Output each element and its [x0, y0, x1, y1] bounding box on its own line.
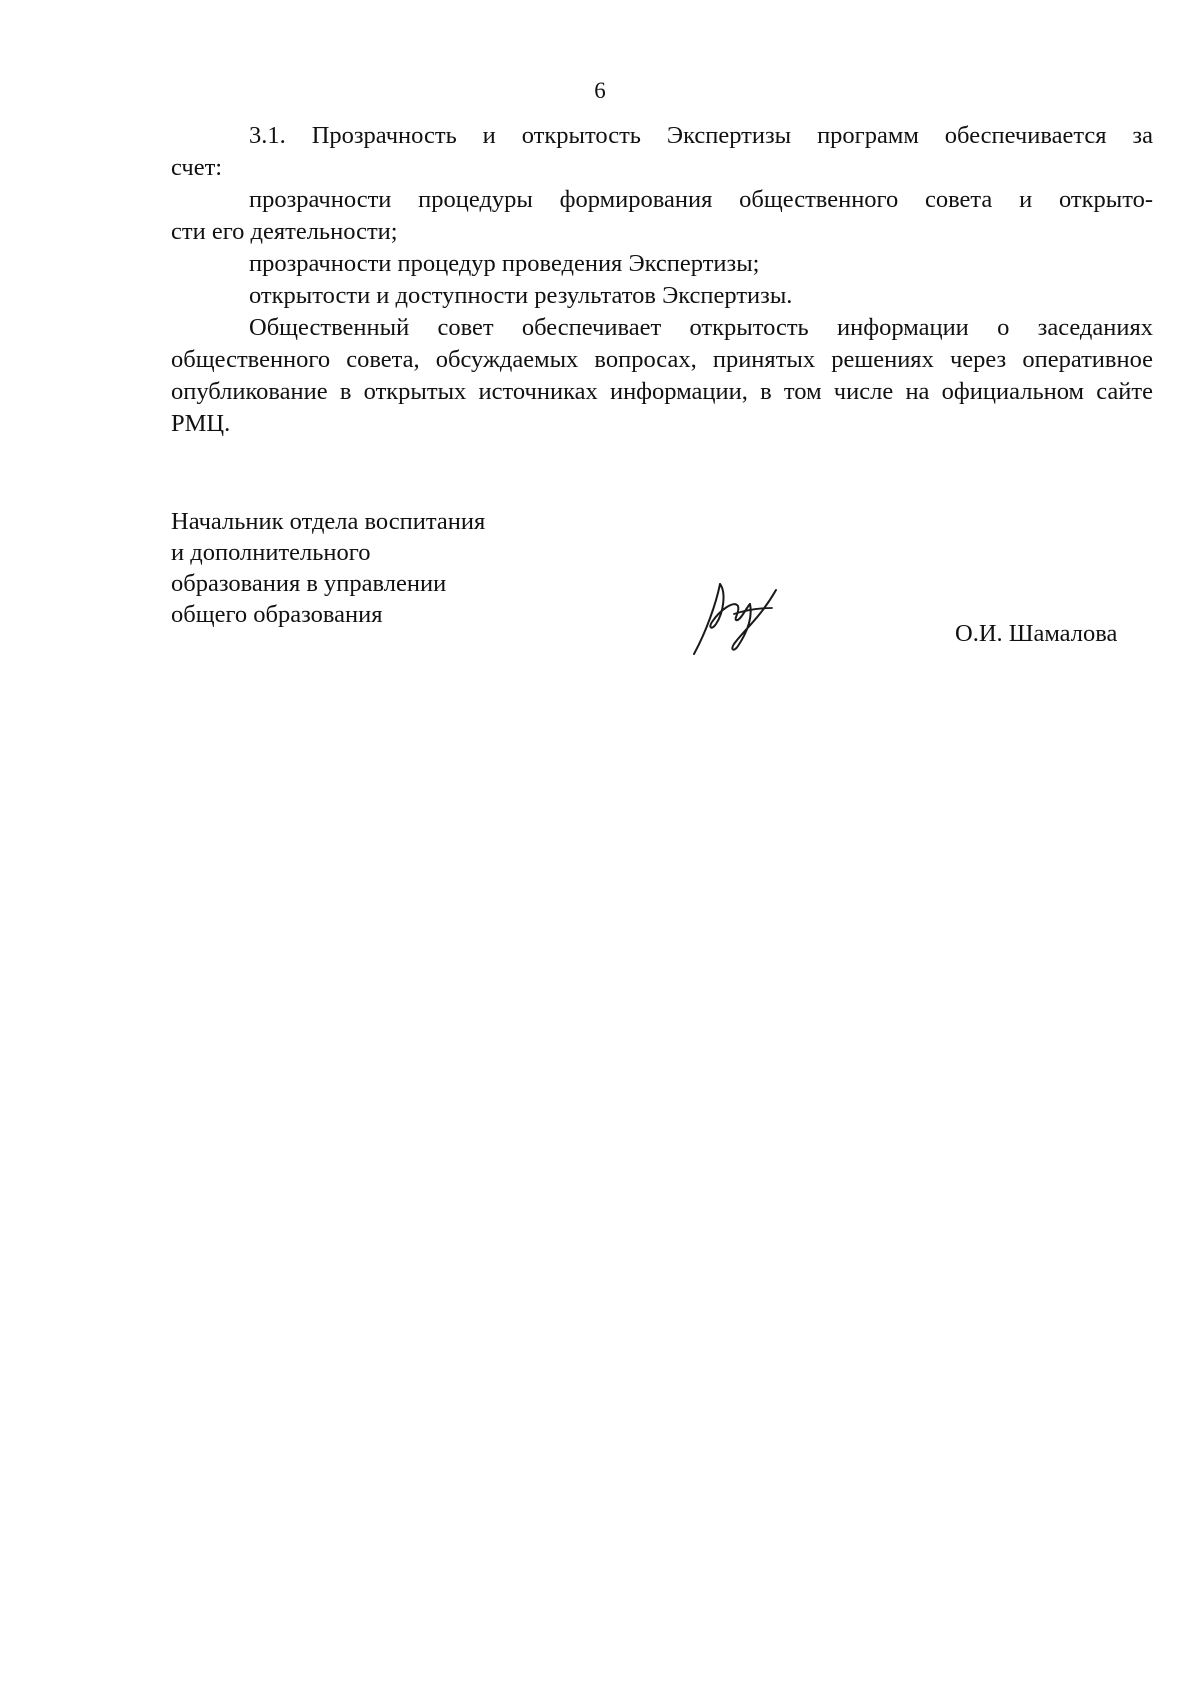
paragraph-transparency-cont: [171, 152, 1153, 184]
signer-position-line-2: и дополнительного: [171, 539, 371, 566]
handwritten-signature-icon: [690, 578, 782, 658]
signer-name: О.И. Шамалова: [955, 620, 1118, 647]
page-number: 6: [594, 78, 606, 103]
body-text: [171, 120, 1153, 440]
signer-position-line-4: общего образования: [171, 601, 383, 628]
list-item-council-procedure-line1: прозрачности процедуры формирования общественного совета и открыто-: [249, 186, 1153, 213]
list-item-council-procedure-line2: сти его деятельности;: [171, 218, 398, 245]
list-item-council-procedure-cont: [171, 216, 1153, 248]
list-item-expertise-procedure: прозрачности процедур проведения Экспертизы;: [249, 250, 760, 277]
paragraph-council-openness: Общественный совет обеспечивает открытость информации о заседаниях общественного совета, обсуждаемых вопросах, принятых решениях через оперативное опубликование в открытых источниках информации, в том числе на официальном сайте РМЦ.: [171, 314, 1153, 437]
signer-position-line-3: образования в управлении: [171, 570, 447, 597]
paragraph-transparency: [171, 120, 1153, 152]
paragraph-transparency-line1: 3.1. Прозрачность и открытость Экспертизы программ обеспечивается за: [249, 122, 1153, 149]
list-item-council-procedure: [171, 184, 1153, 216]
signer-position-line-1: Начальник отдела воспитания: [171, 508, 486, 535]
list-item-expertise-results: открытости и доступности результатов Экспертизы.: [249, 282, 793, 309]
signature-block: [171, 506, 485, 630]
paragraph-transparency-line2: счет:: [171, 154, 223, 181]
